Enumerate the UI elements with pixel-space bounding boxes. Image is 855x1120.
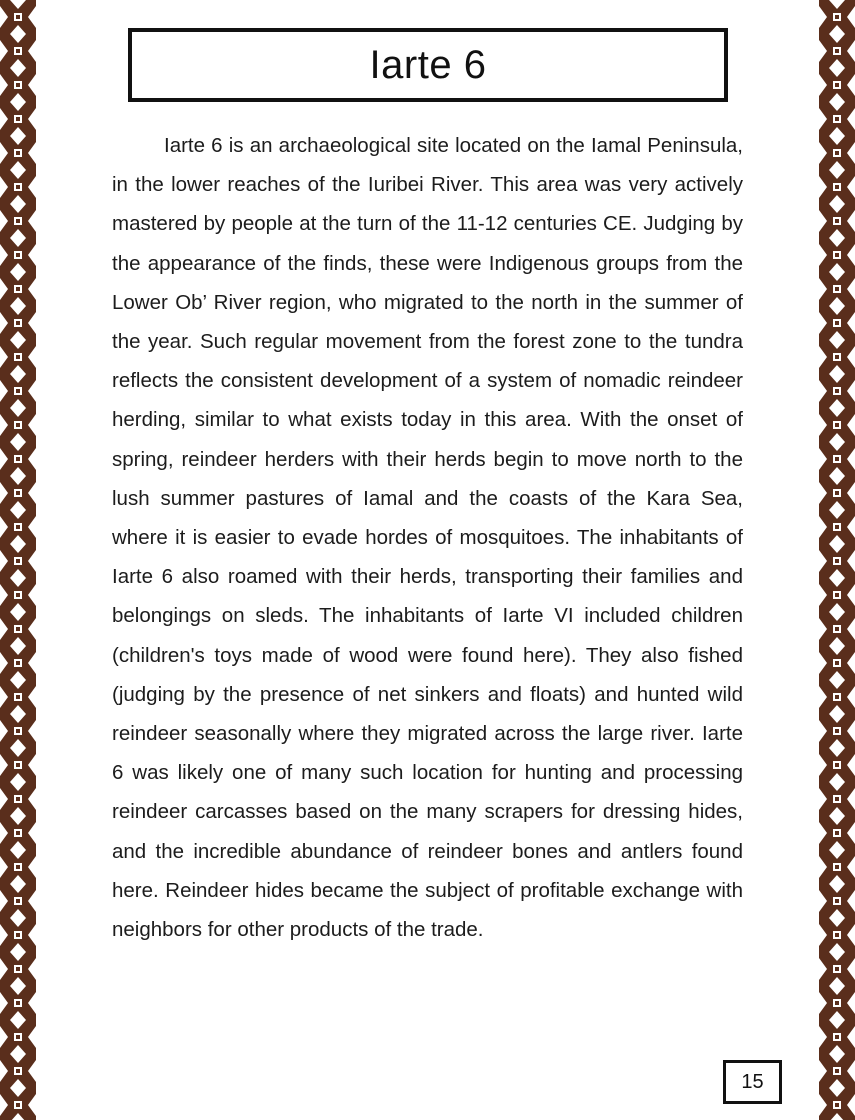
- ornament-pattern-icon: [0, 0, 36, 1120]
- page-title-box: [128, 28, 728, 102]
- body-paragraph: Iarte 6 is an archaeological site located on the Iamal Peninsula, in the lower reaches of the Iuribei River. This area was very actively mastered by people at the turn of the 11-12 centuries CE. Judging by the appearance of the finds, these were Indigenous groups from the Lower Ob’ River region, who migrated to the north in the summer of the year. Such regular movement from the forest zone to the tundra reflects the consistent development of a system of nomadic reindeer herding, similar to what exists today in this area. With the onset of spring, reindeer herders with their herds begin to move north to the lush summer pastures of Iamal and the coasts of the Kara Sea, where it is easier to evade hordes of mosquitoes. The inhabitants of Iarte 6 also roamed with their herds, transporting their families and belongings on sleds. The inhabitants of Iarte VI included children (children's toys made of wood were found here). They also fished (judging by the presence of net sinkers and floats) and hunted wild reindeer seasonally where they migrated across the large river. Iarte 6 was likely one of many such location for hunting and processing reindeer carcasses based on the many scrapers for dressing hides, and the incredible abundance of reindeer bones and antlers found here. Reindeer hides became the subject of profitable exchange with neighbors for other products of the trade.: [112, 134, 743, 942]
- right-ornament-border: [819, 0, 855, 1120]
- left-ornament-border: [0, 0, 36, 1120]
- page-number: 15: [741, 1070, 764, 1093]
- page-title: Iarte 6: [369, 42, 487, 87]
- ornament-pattern-icon: [819, 0, 855, 1120]
- page-number-box: [723, 1060, 782, 1104]
